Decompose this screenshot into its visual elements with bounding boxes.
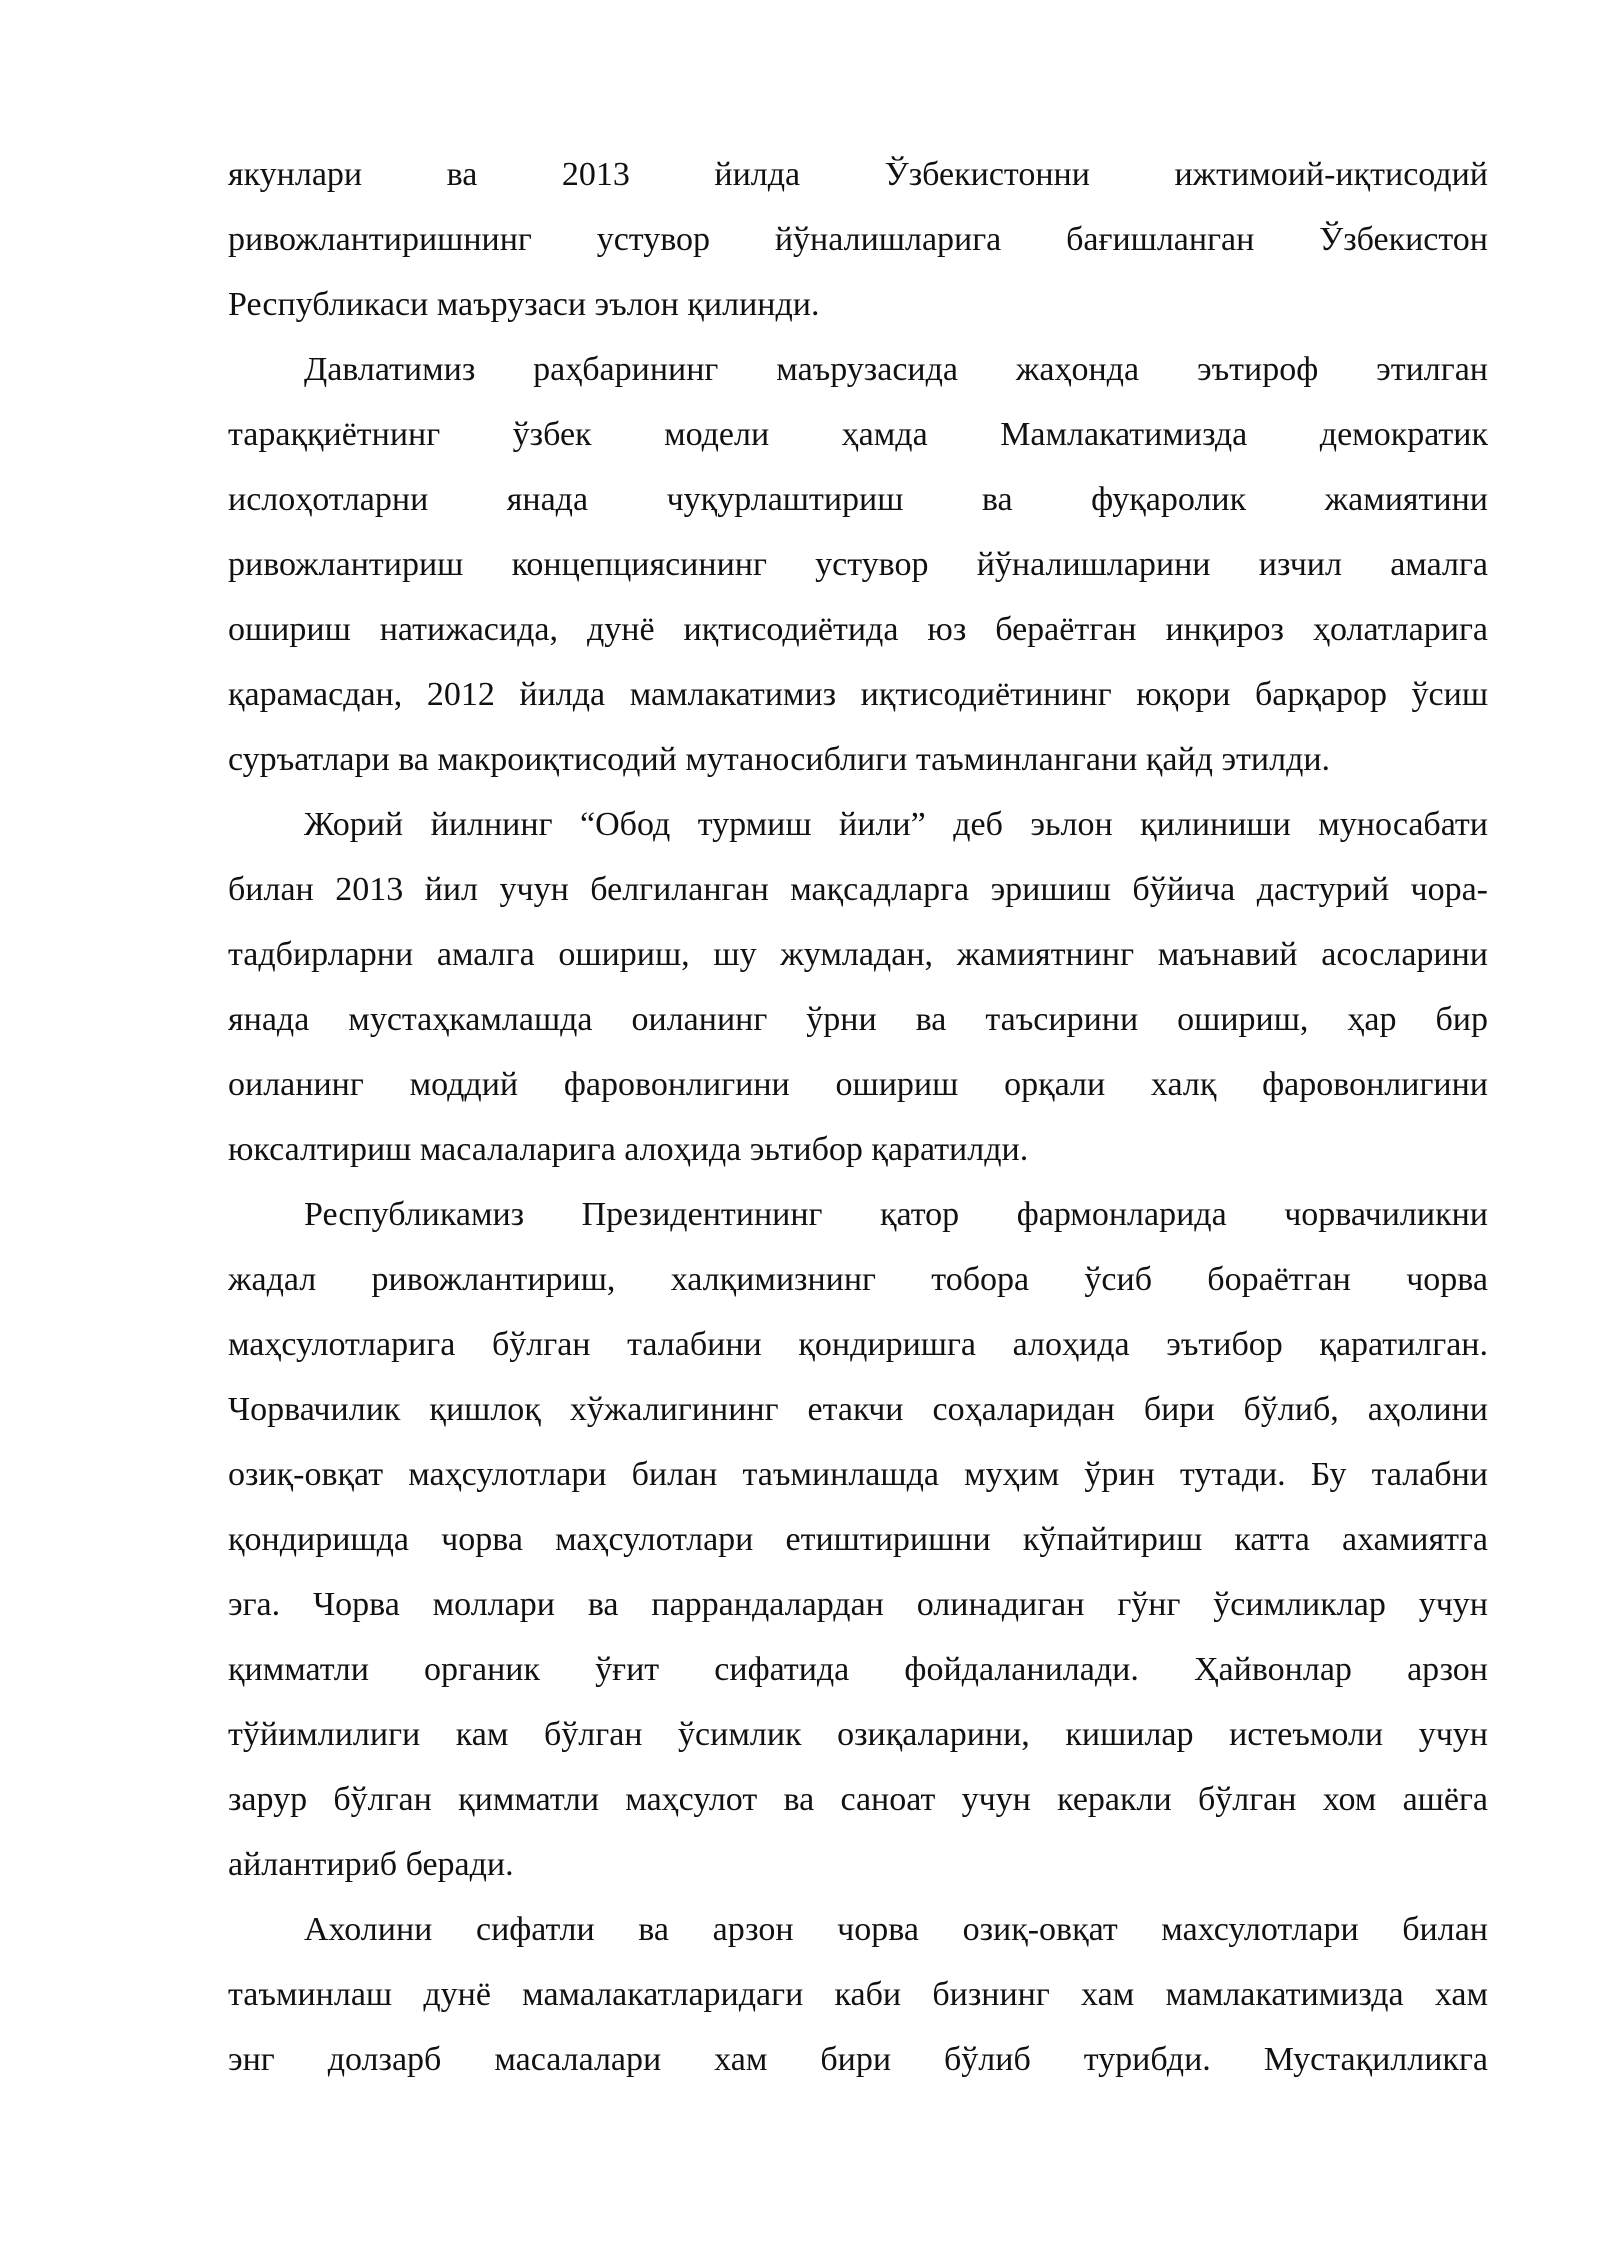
text-line: Республикаси маърузаси эълон қилинди. xyxy=(228,286,820,323)
paragraph-4 xyxy=(228,1182,1488,1897)
text-line: юксалтириш масалаларига алоҳида эьтибор қаратилди. xyxy=(228,1131,1029,1168)
text-line: тўйимлилиги кам бўлган ўсимлик озиқаларини, кишилар истеъмоли учун xyxy=(228,1716,1488,1753)
text-line: оиланинг моддий фаровонлигини ошириш орқали халқ фаровонлигини xyxy=(228,1066,1488,1103)
text-line: Давлатимиз раҳбарининг маърузасида жаҳонда эътироф этилган xyxy=(304,351,1488,388)
text-line: тадбирларни амалга ошириш, шу жумладан, жамиятнинг маънавий асосларини xyxy=(228,936,1488,973)
text-line: эга. Чорва моллари ва паррандалардан олинадиган гўнг ўсимликлар учун xyxy=(228,1586,1488,1623)
text-line: қондиришда чорва маҳсулотлари етиштиришни кўпайтириш катта ахамиятга xyxy=(228,1521,1488,1558)
text-line: қарамасдан, 2012 йилда мамлакатимиз иқтисодиётининг юқори барқарор ўсиш xyxy=(228,676,1488,713)
text-line: энг долзарб масалалари хам бири бўлиб турибди. Мустақилликга xyxy=(228,2041,1488,2078)
text-line: айлантириб беради. xyxy=(228,1846,514,1883)
text-line: зарур бўлган қимматли маҳсулот ва саноат учун керакли бўлган хом ашёга xyxy=(228,1781,1488,1818)
text-line: тараққиётнинг ўзбек модели ҳамда Мамлакатимизда демократик xyxy=(228,416,1488,453)
text-line: ривожлантириш концепциясининг устувор йўналишларини изчил амалга xyxy=(228,546,1488,583)
text-line: суръатлари ва макроиқтисодий мутаносиблиги таъминлангани қайд этилди. xyxy=(228,741,1331,778)
text-line: якунлари ва 2013 йилда Ўзбекистонни ижтимоий-иқтисодий xyxy=(228,156,1488,193)
text-line: Чорвачилик қишлоқ хўжалигининг етакчи соҳаларидан бири бўлиб, аҳолини xyxy=(228,1391,1488,1428)
paragraph-2 xyxy=(228,337,1488,792)
text-line: жадал ривожлантириш, халқимизнинг тобора ўсиб бораётган чорва xyxy=(228,1261,1488,1298)
paragraph-1 xyxy=(228,142,1488,337)
text-line: билан 2013 йил учун белгиланган мақсадларга эришиш бўйича дастурий чора- xyxy=(228,871,1488,908)
text-line: ривожлантиришнинг устувор йўналишларига бағишланган Ўзбекистон xyxy=(228,221,1488,258)
paragraph-3 xyxy=(228,792,1488,1182)
text-line: таъминлаш дунё мамалакатларидаги каби бизнинг хам мамлакатимизда хам xyxy=(228,1976,1488,2013)
text-line: ислоҳотларни янада чуқурлаштириш ва фуқаролик жамиятини xyxy=(228,481,1488,518)
text-line: Ахолини сифатли ва арзон чорва озиқ-овқат махсулотлари билан xyxy=(304,1911,1488,1948)
text-line: янада мустаҳкамлашда оиланинг ўрни ва таъсирини ошириш, ҳар бир xyxy=(228,1001,1488,1038)
text-line: Республикамиз Президентининг қатор фармонларида чорвачиликни xyxy=(304,1196,1488,1233)
text-line: Жорий йилнинг “Обод турмиш йили” деб эьлон қилиниши муносабати xyxy=(304,806,1488,843)
paragraph-5 xyxy=(228,1897,1488,2092)
document-body xyxy=(228,142,1488,2092)
text-line: қимматли органик ўғит сифатида фойдаланилади. Ҳайвонлар арзон xyxy=(228,1651,1488,1688)
text-line: маҳсулотларига бўлган талабини қондиришга алоҳида эътибор қаратилган. xyxy=(228,1326,1488,1363)
text-line: ошириш натижасида, дунё иқтисодиётида юз бераётган инқироз ҳолатларига xyxy=(228,611,1488,648)
text-line: озиқ-овқат маҳсулотлари билан таъминлашда муҳим ўрин тутади. Бу талабни xyxy=(228,1456,1488,1493)
